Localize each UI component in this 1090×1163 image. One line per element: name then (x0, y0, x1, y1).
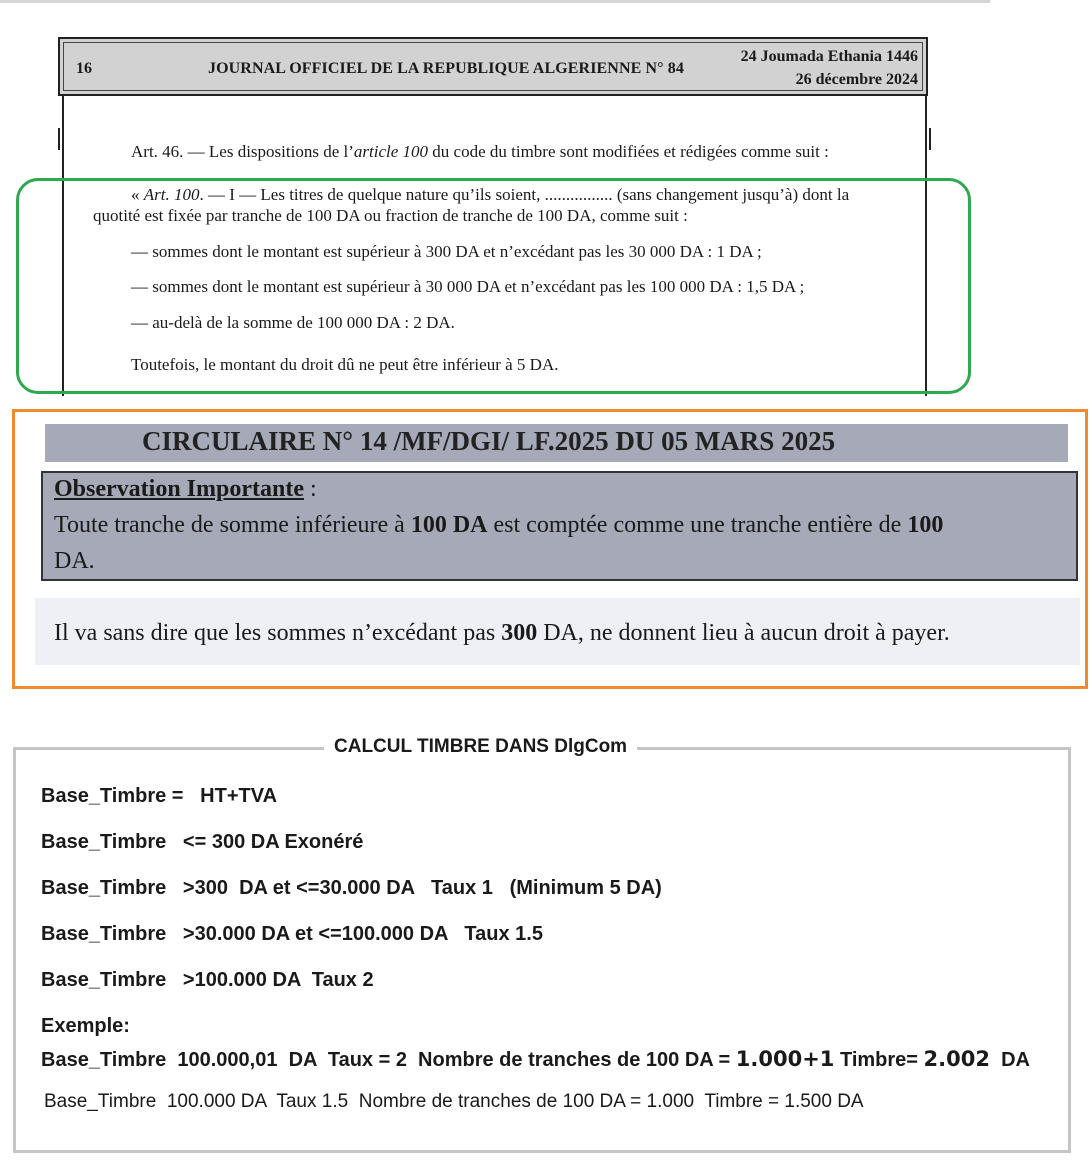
exemple-2: Base_Timbre 100.000 DA Taux 1.5 Nombre de tranches de 100 DA = 1.000 Timbre = 1.500 DA (44, 1091, 864, 1112)
exemption-bold: 300 (501, 620, 538, 646)
rule-taux-1-5: Base_Timbre >30.000 DA et <=100.000 DA Taux 1.5 (41, 923, 543, 945)
ex1-part: Timbre= (834, 1049, 924, 1071)
art-100-part: « (131, 185, 144, 204)
observation-line2: DA. (54, 548, 95, 574)
ex1-part: Base_Timbre 100.000,01 DA Taux = 2 Nombre de tranches de 100 DA = (41, 1049, 736, 1071)
date-gregorian: 26 décembre 2024 (795, 71, 918, 88)
art-46-part: du code du timbre sont modifiées et rédigées comme suit : (428, 142, 829, 161)
observation-line1 (54, 512, 943, 539)
observation-heading (54, 476, 317, 503)
highlight-box-green (16, 178, 971, 394)
obs-bold: 100 DA (410, 512, 488, 538)
art-100-ref: Art. 100 (143, 185, 200, 204)
exemption-part: Il va sans dire que les sommes n’excédant pas (54, 620, 502, 646)
observation-label: Observation Importante (54, 476, 304, 502)
journal-title: JOURNAL OFFICIEL DE LA REPUBLIQUE ALGERIENNE N° 84 (208, 60, 684, 77)
art-46-ref: article 100 (353, 142, 429, 161)
date-hijri: 24 Joumada Ethania 1446 (740, 48, 918, 65)
calcul-title: CALCUL TIMBRE DANS DlgCom (324, 736, 637, 758)
exemple-label: Exemple: (41, 1015, 130, 1037)
page-border-right-outer (929, 128, 931, 150)
ex1-part: DA (989, 1049, 1030, 1071)
ex1-tranches: 1.000+1 (735, 1047, 835, 1071)
rule-base: Base_Timbre = HT+TVA (41, 785, 278, 807)
rule-taux-2: Base_Timbre >100.000 DA Taux 2 (41, 969, 374, 991)
exemple-1 (41, 1047, 1030, 1072)
art-100-part: . — I — Les titres de quelque nature qu’ils soient, ................ (sans changement jusqu’à) dont la (199, 185, 850, 204)
art-100-line2: quotité est fixée par tranche de 100 DA ou fraction de tranche de 100 DA, comme suit : (93, 206, 688, 225)
observation-colon: : (303, 476, 317, 502)
circulaire-title: CIRCULAIRE N° 14 /MF/DGI/ LF.2025 DU 05 MARS 2025 (142, 426, 836, 456)
obs-part: Toute tranche de somme inférieure à (54, 512, 411, 538)
top-divider (0, 0, 990, 3)
journal-header (58, 37, 928, 96)
art-46-text (131, 142, 829, 162)
exemption-note (54, 620, 950, 647)
page-border-left-outer (58, 128, 60, 150)
ex1-timbre: 2.002 (923, 1047, 990, 1071)
exemption-part: DA, ne donnent lieu à aucun droit à payer. (537, 620, 950, 646)
bracket-item-3: — au-delà de la somme de 100 000 DA : 2 DA. (131, 313, 455, 332)
minimum-note: Toutefois, le montant du droit dû ne peut être inférieur à 5 DA. (131, 355, 559, 374)
obs-bold: 100 (907, 512, 944, 538)
obs-part: est comptée comme une tranche entière de (487, 512, 908, 538)
rule-exonere: Base_Timbre <= 300 DA Exonéré (41, 831, 364, 853)
art-46-part: Art. 46. — Les dispositions de l’ (131, 142, 354, 161)
bracket-item-1: — sommes dont le montant est supérieur à 300 DA et n’excédant pas les 30 000 DA : 1 DA ; (131, 242, 762, 261)
rule-taux-1: Base_Timbre >300 DA et <=30.000 DA Taux 1 (Minimum 5 DA) (41, 877, 662, 899)
page-number: 16 (76, 60, 92, 77)
bracket-item-2: — sommes dont le montant est supérieur à 30 000 DA et n’excédant pas les 100 000 DA : 1,5 DA ; (131, 277, 805, 296)
